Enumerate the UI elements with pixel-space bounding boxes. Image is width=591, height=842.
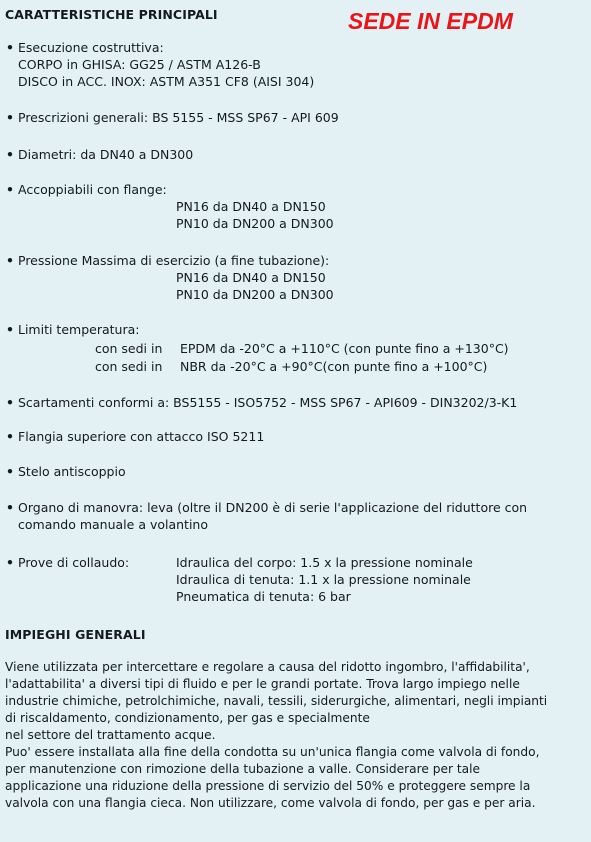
feature-detail-line: PN10 da DN200 a DN300 (176, 216, 334, 231)
applications-line: Viene utilizzata per intercettare e regolare a causa del ridotto ingombro, l'affidabilita', (5, 660, 530, 674)
feature-detail-line: DISCO in ACC. INOX: ASTM A351 CF8 (AISI 304) (18, 74, 315, 89)
bullet-icon: • (6, 464, 14, 479)
feature-label: Prove di collaudo: (18, 555, 130, 570)
applications-line: per manutenzione con rimozione della tubazione a valle. Considerare per tale (5, 762, 481, 776)
seal-type-stamp: SEDE IN EPDM (348, 8, 513, 34)
applications-line: valvola con una flangia cieca. Non utilizzare, come valvola di fondo, per gas e per aria. (5, 796, 536, 810)
feature-label: Prescrizioni generali: BS 5155 - MSS SP67 - API 609 (18, 110, 339, 125)
feature-detail-line: PN10 da DN200 a DN300 (176, 287, 334, 302)
feature-label: Limiti temperatura: (18, 322, 140, 337)
feature-label: Diametri: da DN40 a DN300 (18, 147, 194, 162)
bullet-icon: • (6, 253, 14, 268)
bullet-icon: • (6, 395, 14, 410)
applications-line: nel settore del trattamento acque. (5, 728, 216, 742)
bullet-icon: • (6, 182, 14, 197)
feature-detail-line: comando manuale a volantino (18, 517, 208, 532)
temperature-row-lead: con sedi in (95, 359, 163, 374)
feature-detail-line: PN16 da DN40 a DN150 (176, 270, 326, 285)
feature-label: Stelo antiscoppio (18, 464, 126, 479)
temperature-row-text: NBR da -20°C a +90°C(con punte fino a +100°C) (180, 359, 488, 374)
section-title-main-features: CARATTERISTICHE PRINCIPALI (5, 7, 218, 22)
bullet-icon: • (6, 500, 14, 515)
bullet-icon: • (6, 429, 14, 444)
applications-line: di riscaldamento, condizionamento, per gas e specialmente (5, 711, 370, 725)
applications-line: Puo' essere installata alla fine della condotta su un'unica flangia come valvola di fondo, (5, 745, 540, 759)
temperature-row-text: EPDM da -20°C a +110°C (con punte fino a +130°C) (180, 341, 509, 356)
feature-label: Pressione Massima di esercizio (a fine tubazione): (18, 253, 330, 268)
bullet-icon: • (6, 40, 14, 55)
test-line: Idraulica del corpo: 1.5 x la pressione nominale (176, 555, 473, 570)
feature-detail-line: CORPO in GHISA: GG25 / ASTM A126-B (18, 57, 261, 72)
bullet-icon: • (6, 147, 14, 162)
bullet-icon: • (6, 110, 14, 125)
feature-detail-line: PN16 da DN40 a DN150 (176, 199, 326, 214)
applications-line: industrie chimiche, petrolchimiche, navali, tessili, siderurgiche, alimentari, negli impianti (5, 694, 548, 708)
bullet-icon: • (6, 555, 14, 570)
applications-line: applicazione una riduzione della pressione di servizio del 50% e proteggere sempre la (5, 779, 531, 793)
test-line: Idraulica di tenuta: 1.1 x la pressione nominale (176, 572, 471, 587)
feature-label: Flangia superiore con attacco ISO 5211 (18, 429, 265, 444)
bullet-icon: • (6, 322, 14, 337)
section-title-applications: IMPIEGHI GENERALI (5, 627, 146, 642)
applications-line: l'adattabilita' a diversi tipi di fluido e per le grandi portate. Trova largo impiego nelle (5, 677, 520, 691)
feature-label: Esecuzione costruttiva: (18, 40, 164, 55)
feature-label: Organo di manovra: leva (oltre il DN200 è di serie l'applicazione del riduttore con (18, 500, 528, 515)
feature-label: Scartamenti conformi a: BS5155 - ISO5752 - MSS SP67 - API609 - DIN3202/3-K1 (18, 395, 518, 410)
temperature-row-lead: con sedi in (95, 341, 163, 356)
feature-label: Accoppiabili con flange: (18, 182, 167, 197)
test-line: Pneumatica di tenuta: 6 bar (176, 589, 351, 604)
